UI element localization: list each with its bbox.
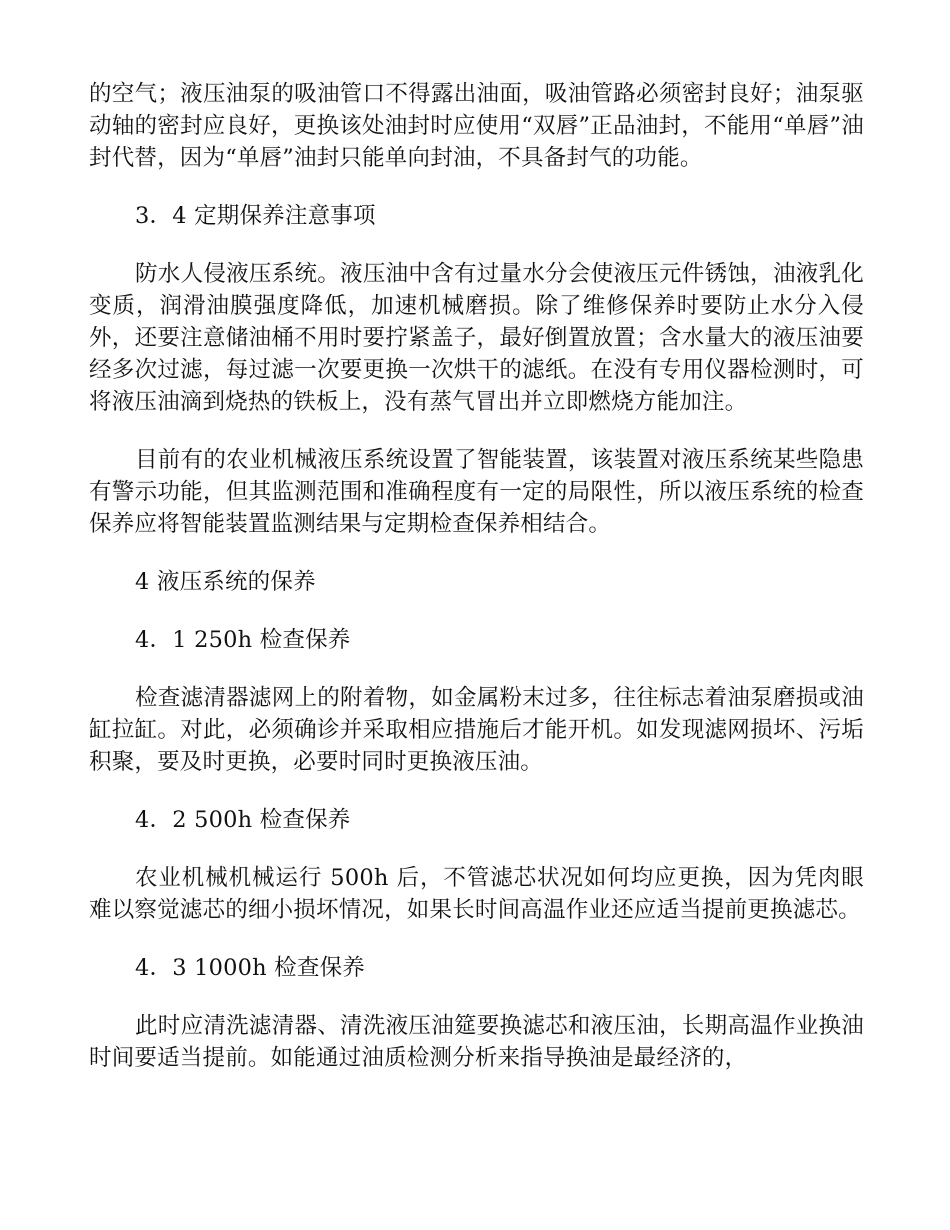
paragraph-water-prevention: 防水人侵液压系统。液压油中含有过量水分会使液压元件锈蚀，油液乳化变质，润滑油膜强度降低，加速机械磨损。除了维修保养时要防止水分入侵外，还要注意储油桶不用时要拧紧盖子，最好倒置放置；含水量大的液压油要经多次过滤，每过滤一次要更换一次烘干的滤纸。在没有专用仪器检测时，可将液压油滴到烧热的铁板上，没有蒸气冒出并立即燃烧方能加注。 — [89, 261, 864, 415]
section-heading-4-3: 4．3 1000h 检查保养 — [135, 955, 365, 981]
document-body — [89, 78, 864, 1074]
section-heading-3-4: 3．4 定期保养注意事项 — [135, 203, 376, 229]
section-heading-4-2: 4．2 500h 检查保养 — [135, 807, 351, 833]
paragraph-500h-check: 农业机械机械运行 500h 后，不管滤芯状况如何均应更换，因为凭肉眼难以察觉滤芯的细小损坏情况，如果长时间高温作业还应适当提前更换滤芯。 — [89, 865, 864, 923]
paragraph-1000h-check: 此时应清洗滤清器、清洗液压油筵要换滤芯和液压油，长期高温作业换油时间要适当提前。如能通过油质检测分析来指导换油是最经济的， — [89, 1013, 864, 1071]
paragraph-intake-sealing: 的空气；液压油泵的吸油管口不得露出油面，吸油管路必须密封良好；油泵驱动轴的密封应良好，更换该处油封时应使用“双唇”正品油封，不能用“单唇”油封代替，因为“单唇”油封只能单向封油，不具备封气的功能。 — [89, 81, 864, 171]
paragraph-250h-check: 检查滤清器滤网上的附着物，如金属粉末过多，往往标志着油泵磨损或油缸拉缸。对此，必须确诊并采取相应措施后才能开机。如发现滤网损坏、污垢积聚，要及时更换，必要时同时更换液压油。 — [89, 685, 864, 775]
section-heading-4-1: 4．1 250h 检查保养 — [135, 627, 351, 653]
section-heading-4: 4 液压系统的保养 — [135, 569, 316, 595]
paragraph-smart-device: 目前有的农业机械液压系统设置了智能装置，该装置对液压系统某些隐患有警示功能，但其监测范围和准确程度有一定的局限性，所以液压系统的检查保养应将智能装置监测结果与定期检查保养相结合。 — [89, 447, 864, 537]
